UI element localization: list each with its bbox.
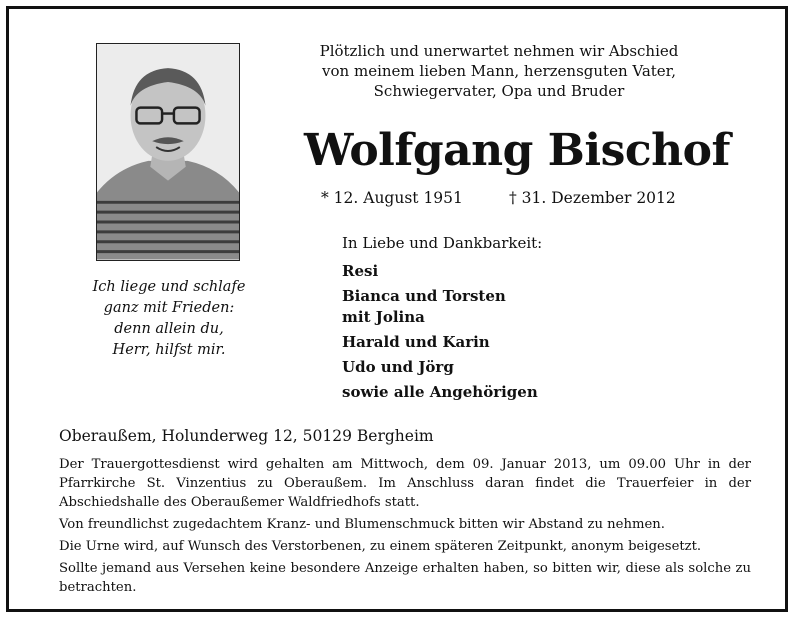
mourner-line: sowie alle Angehörigen xyxy=(342,383,538,401)
mourner-line: Harald und Karin xyxy=(342,333,490,351)
mourner-entry xyxy=(342,286,672,328)
verse-line: denn allein du, xyxy=(114,321,224,337)
mourners-heading: In Liebe und Dankbarkeit: xyxy=(342,234,543,252)
service-details xyxy=(59,455,751,600)
mourner-entry xyxy=(342,357,672,378)
mourner-entry xyxy=(342,332,672,353)
intro-line: von meinem lieben Mann, herzensguten Vater, xyxy=(322,62,676,80)
urn-paragraph: Die Urne wird, auf Wunsch des Verstorbenen, zu einem späteren Zeitpunkt, anonym beigesetzt. xyxy=(59,539,702,554)
mourner-line: Resi xyxy=(342,262,379,280)
mourner-line: Bianca und Torsten xyxy=(342,287,506,305)
flowers-paragraph: Von freundlichst zugedachtem Kranz- und Blumenschmuck bitten wir Abstand zu nehmen. xyxy=(59,517,665,532)
family-address: Oberaußem, Holunderweg 12, 50129 Bergheim xyxy=(59,427,434,445)
portrait-illustration xyxy=(97,44,239,260)
verse-line: Ich liege und schlafe xyxy=(92,279,246,295)
death-date: † 31. Dezember 2012 xyxy=(509,189,676,207)
bible-verse xyxy=(69,277,269,361)
verse-line: Herr, hilfst mir. xyxy=(112,342,226,358)
verse-line: ganz mit Frieden: xyxy=(103,300,235,316)
birth-date: * 12. August 1951 xyxy=(321,189,463,207)
obituary-card xyxy=(6,6,788,612)
intro-text xyxy=(304,41,694,101)
mourner-line: Udo und Jörg xyxy=(342,358,454,376)
portrait-photo xyxy=(96,43,240,261)
service-paragraph: Der Trauergottesdienst wird gehalten am Mittwoch, dem 09. Januar 2013, um 09.00 Uhr in der Pfarrkirche St. Vinzentius zu Oberaußem. Im Anschluss daran findet die Trauerfeier in der Abschiedshalle des Oberaußemer Waldfriedhofs statt. xyxy=(59,457,751,510)
intro-line: Schwiegervater, Opa und Bruder xyxy=(373,82,625,100)
deceased-name: Wolfgang Bischof xyxy=(304,125,730,176)
intro-line: Plötzlich und unerwartet nehmen wir Abschied xyxy=(319,42,679,60)
mourner-entry xyxy=(342,382,672,403)
notice-paragraph: Sollte jemand aus Versehen keine besondere Anzeige erhalten haben, so bitten wir, diese als solche zu betrachten. xyxy=(59,561,751,595)
mourner-line: mit Jolina xyxy=(342,308,425,326)
mourners-list xyxy=(342,233,672,407)
mourner-entry xyxy=(342,261,672,282)
